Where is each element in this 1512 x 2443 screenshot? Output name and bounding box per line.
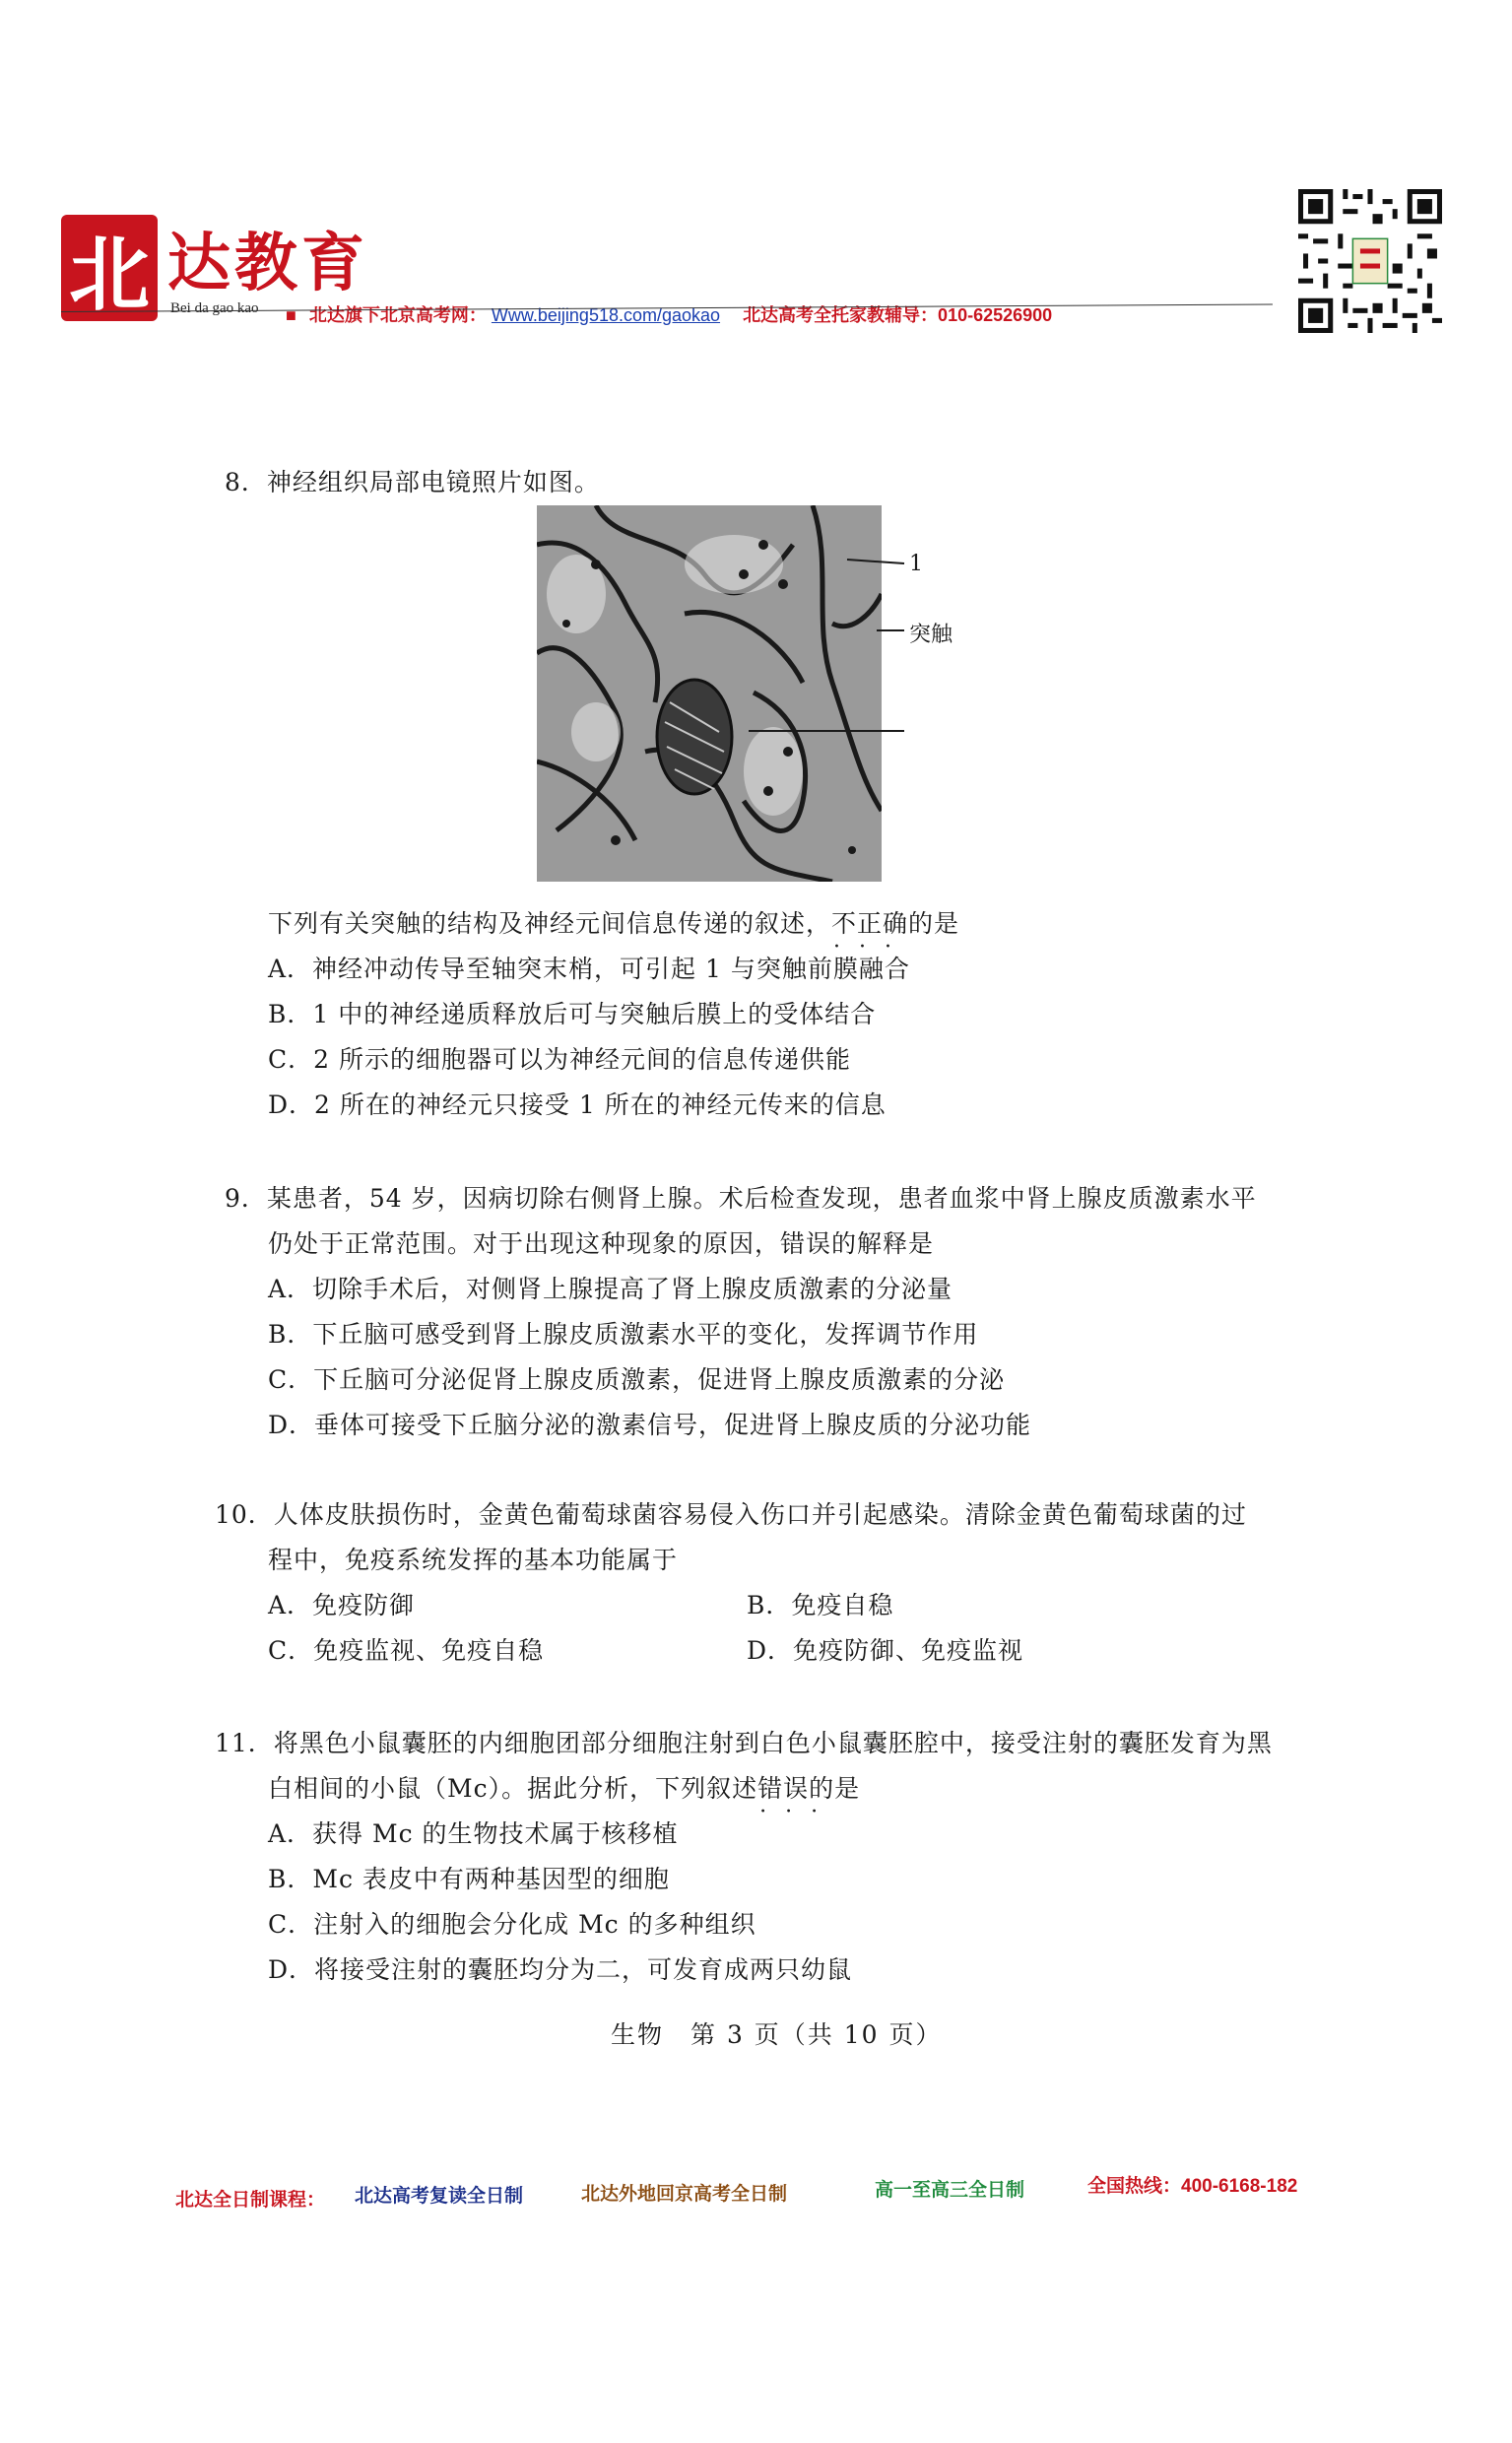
bullet-icon: ■ [286, 305, 296, 325]
q9-stem-1: 9．某患者，54 岁，因病切除右侧肾上腺。术后检查发现，患者血浆中肾上腺皮质激素水平 [225, 1184, 1257, 1213]
q8-option-d: D．2 所在的神经元只接受 1 所在的神经元传来的信息 [268, 1090, 887, 1119]
logo-text: 达教育 [167, 227, 368, 300]
q9-stem-2: 仍处于正常范围。对于出现这种现象的原因，错误的解释是 [268, 1229, 935, 1258]
synapse-micrograph [537, 505, 882, 882]
q11-option-a: A．获得 Mc 的生物技术属于核移植 [268, 1819, 679, 1848]
q8-stem: 8．神经组织局部电镜照片如图。 [225, 468, 600, 496]
q10-option-b: B．免疫自稳 [747, 1591, 894, 1619]
q9-option-d: D．垂体可接受下丘脑分泌的激素信号，促进肾上腺皮质的分泌功能 [268, 1411, 1032, 1439]
q11-option-d: D．将接受注射的囊胚均分为二，可发育成两只幼鼠 [268, 1955, 853, 1984]
q11-stem-1: 11．将黑色小鼠囊胚的内细胞团部分细胞注射到白色小鼠囊胚腔中，接受注射的囊胚发育为黑 [215, 1729, 1273, 1757]
header-suffix: 北达高考全托家教辅导：010-62526900 [743, 305, 1053, 325]
ad-item-3[interactable]: 高一至高三全日制 [875, 2180, 1025, 2201]
figure-label-synapse: 突触 [909, 623, 953, 647]
q10-option-d: D．免疫防御、免疫监视 [747, 1636, 1024, 1665]
figure-label-1: 1 [909, 552, 923, 576]
q11-option-c: C．注射入的细胞会分化成 Mc 的多种组织 [268, 1910, 756, 1939]
q10-option-a: A．免疫防御 [268, 1591, 416, 1619]
q8-option-b: B．1 中的神经递质释放后可与突触后膜上的受体结合 [268, 1000, 877, 1028]
q9-option-b: B．下丘脑可感受到肾上腺皮质激素水平的变化，发挥调节作用 [268, 1320, 979, 1349]
q9-option-c: C．下丘脑可分泌促肾上腺皮质激素，促进肾上腺皮质激素的分泌 [268, 1365, 1006, 1394]
ad-label: 北达全日制课程： [175, 2190, 326, 2211]
page-number: 生物 第 3 页（共 10 页） [611, 2020, 943, 2049]
q9-option-a: A．切除手术后，对侧肾上腺提高了肾上腺皮质激素的分泌量 [268, 1275, 953, 1303]
q11-option-b: B．Mc 表皮中有两种基因型的细胞 [268, 1865, 670, 1893]
ad-item-2[interactable]: 北达外地回京高考全日制 [581, 2184, 788, 2205]
q10-stem-1: 10．人体皮肤损伤时，金黄色葡萄球菌容易侵入伤口并引起感染。清除金黄色葡萄球菌的过 [215, 1500, 1247, 1529]
header-link[interactable]: Www.beijing518.com/gaokao [491, 305, 721, 325]
q11-stem-2: 白相间的小鼠（Mc）。据此分析，下列叙述错误 · · ·的是 [268, 1769, 860, 1805]
ad-item-1[interactable]: 北达高考复读全日制 [355, 2186, 524, 2207]
q8-option-c: C．2 所示的细胞器可以为神经元间的信息传递供能 [268, 1045, 851, 1074]
ad-hotline[interactable]: 全国热线：400-6168-182 [1087, 2176, 1298, 2197]
q8-option-a: A．神经冲动传导至轴突末梢，可引起 1 与突触前膜融合 [268, 955, 910, 983]
header-prefix: 北达旗下北京高考网： [308, 305, 487, 325]
q10-stem-2: 程中，免疫系统发挥的基本功能属于 [268, 1546, 679, 1574]
logo-pinyin: Bei da gao kao [170, 300, 259, 316]
q8-prompt: 下列有关突触的结构及神经元间信息传递的叙述，不正确 · · ·的是 [268, 904, 959, 940]
logo-mark: 北 [61, 215, 158, 321]
qr-code-icon [1298, 189, 1442, 333]
q10-option-c: C．免疫监视、免疫自稳 [268, 1636, 545, 1665]
